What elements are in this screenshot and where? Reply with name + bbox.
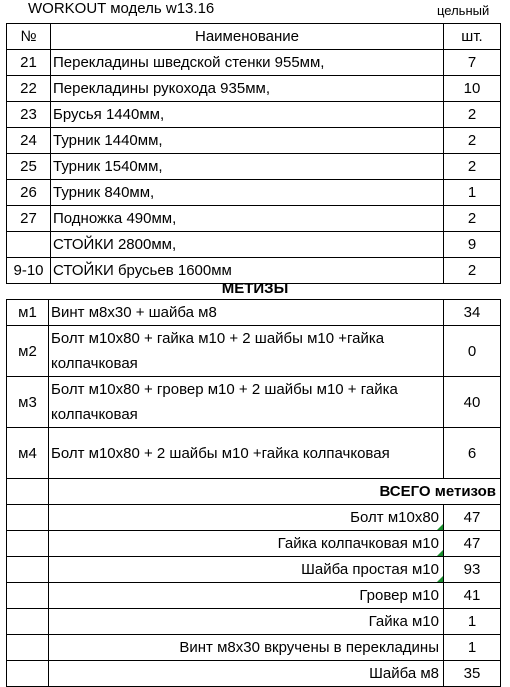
row-name: Гровер м10 [49, 583, 444, 609]
parts-header-row [7, 24, 501, 50]
row-code: м4 [7, 428, 49, 479]
row-blank [7, 505, 49, 531]
row-qty: 2 [444, 154, 501, 180]
row-qty: 47 [444, 531, 501, 557]
hardware-table [6, 299, 501, 479]
row-name: Гайка колпачковая м10 [49, 531, 444, 557]
row-num: 27 [7, 206, 51, 232]
row-name: СТОЙКИ 2800мм, [51, 232, 444, 258]
table-row [7, 300, 501, 326]
row-blank [7, 583, 49, 609]
row-name: Винт м8х30 + шайба м8 [49, 300, 444, 326]
row-num: 21 [7, 50, 51, 76]
row-qty: 2 [444, 258, 501, 284]
row-name: Болт м10х80 + гровер м10 + 2 шайбы м10 + гайка колпачковая [49, 377, 444, 428]
row-qty: 47 [444, 505, 501, 531]
row-name: Турник 1540мм, [51, 154, 444, 180]
row-qty: 1 [444, 635, 501, 661]
row-qty: 6 [444, 428, 501, 479]
totals-title: ВСЕГО метизов [49, 479, 501, 505]
row-name: Винт м8х30 вкручены в перекладины [49, 635, 444, 661]
row-blank [7, 531, 49, 557]
row-qty: 2 [444, 128, 501, 154]
row-qty: 35 [444, 661, 501, 687]
sheet-title: WORKOUT модель w13.16 [28, 0, 215, 17]
table-row [7, 232, 501, 258]
row-qty: 2 [444, 206, 501, 232]
col-header-num: № [7, 24, 51, 50]
row-qty: 93 [444, 557, 501, 583]
row-qty: 0 [444, 326, 501, 377]
table-row [7, 609, 501, 635]
row-num [7, 232, 51, 258]
col-header-name: Наименование [51, 24, 444, 50]
parts-table [6, 23, 501, 284]
totals-table [6, 478, 501, 687]
row-qty: 1 [444, 180, 501, 206]
hardware-section-title: МЕТИЗЫ [221, 280, 289, 297]
table-row [7, 531, 501, 557]
totals-header-row [7, 479, 501, 505]
table-row [7, 76, 501, 102]
row-name: Перекладины шведской стенки 955мм, [51, 50, 444, 76]
row-qty: 40 [444, 377, 501, 428]
table-row [7, 583, 501, 609]
row-name: Болт м10х80 + 2 шайбы м10 +гайка колпачковая [49, 428, 444, 479]
table-row [7, 377, 501, 428]
row-qty: 1 [444, 609, 501, 635]
row-blank [7, 635, 49, 661]
row-name: Гайка м10 [49, 609, 444, 635]
row-name: Болт м10х80 [49, 505, 444, 531]
row-num: 26 [7, 180, 51, 206]
table-row [7, 428, 501, 479]
row-name: Перекладины рукохода 935мм, [51, 76, 444, 102]
table-row [7, 180, 501, 206]
type-label: цельный [437, 3, 490, 18]
row-name: СТОЙКИ брусьев 1600мм [51, 258, 444, 284]
row-name: Шайба простая м10 [49, 557, 444, 583]
row-name: Подножка 490мм, [51, 206, 444, 232]
table-row [7, 50, 501, 76]
row-blank [7, 557, 49, 583]
table-row [7, 635, 501, 661]
row-num: 22 [7, 76, 51, 102]
col-header-qty: шт. [444, 24, 501, 50]
table-row [7, 557, 501, 583]
row-name: Турник 840мм, [51, 180, 444, 206]
table-row [7, 326, 501, 377]
row-qty: 9 [444, 232, 501, 258]
row-qty: 10 [444, 76, 501, 102]
table-row [7, 505, 501, 531]
row-qty: 2 [444, 102, 501, 128]
row-code: м2 [7, 326, 49, 377]
table-row [7, 206, 501, 232]
row-num: 24 [7, 128, 51, 154]
row-code: м3 [7, 377, 49, 428]
row-blank [7, 609, 49, 635]
row-num: 9-10 [7, 258, 51, 284]
row-num: 23 [7, 102, 51, 128]
row-num: 25 [7, 154, 51, 180]
row-qty: 34 [444, 300, 501, 326]
row-name: Болт м10х80 + гайка м10 + 2 шайбы м10 +гайка колпачковая [49, 326, 444, 377]
row-qty: 7 [444, 50, 501, 76]
row-code: м1 [7, 300, 49, 326]
totals-blank [7, 479, 49, 505]
row-name: Брусья 1440мм, [51, 102, 444, 128]
table-row [7, 154, 501, 180]
table-row [7, 102, 501, 128]
row-qty: 41 [444, 583, 501, 609]
row-name: Шайба м8 [49, 661, 444, 687]
row-name: Турник 1440мм, [51, 128, 444, 154]
table-row [7, 128, 501, 154]
